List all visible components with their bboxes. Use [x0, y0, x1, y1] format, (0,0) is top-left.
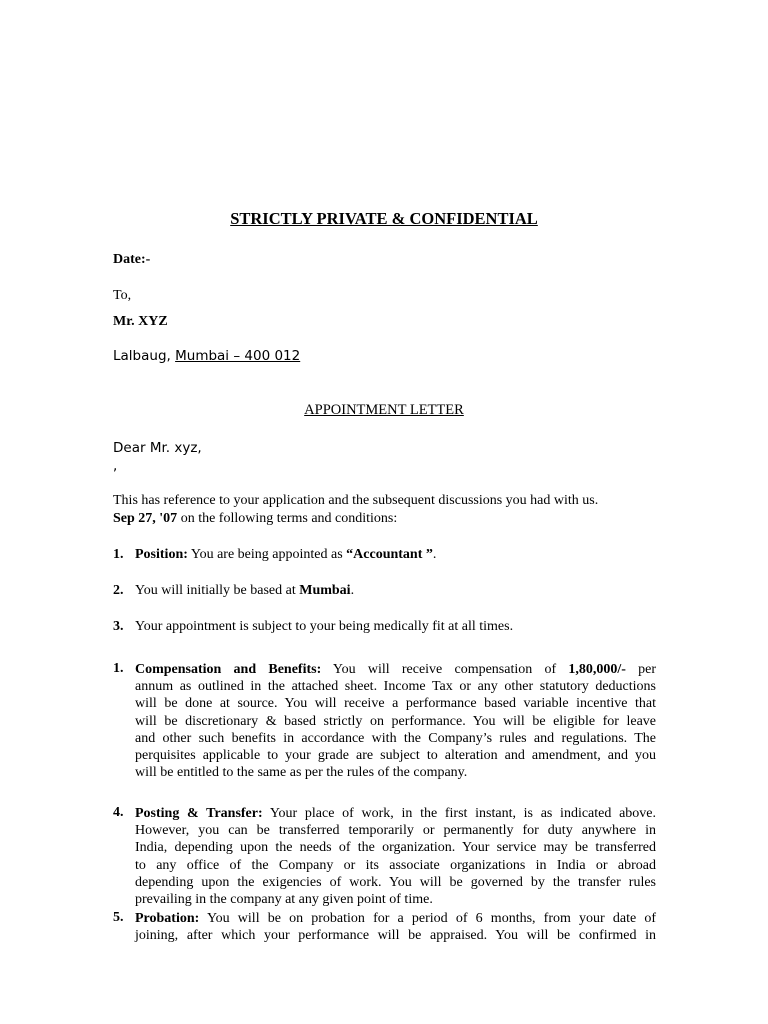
paragraph-line: However, you can be transferred temporarily or permanently for duty anywhere in: [135, 823, 656, 839]
address-prefix: Lalbaug,: [113, 348, 171, 364]
term-after: .: [350, 583, 355, 598]
intro-line-1: This has reference to your application and the subsequent discussions you had with us.: [113, 493, 599, 508]
term-number: 2.: [113, 583, 124, 598]
appointment-letter-heading: [0, 402, 768, 419]
recipient-name: Mr. XYZ: [113, 314, 168, 329]
paragraph-line: [135, 661, 656, 678]
paragraph-line: annum as outlined in the attached sheet. Income Tax or any other statutory deductions: [135, 679, 656, 695]
term-heading: Position:: [135, 547, 188, 562]
term-number: 1.: [113, 661, 124, 676]
paragraph-line: depending upon the exigencies of work. You will be governed by the transfer rules: [135, 874, 656, 890]
confidential-title: [0, 209, 768, 229]
paragraph-line: will be discretionary & based strictly on performance. You will be eligible for leave: [135, 713, 656, 729]
paragraph-line: will be done at source. You will receive a performance based variable incentive that: [135, 696, 656, 712]
paragraph-line: and other such benefits in accordance with the Company’s rules and regulations. The: [135, 730, 656, 746]
paragraph-line: [135, 910, 656, 927]
salutation: Dear Mr. xyz,: [113, 440, 202, 456]
intro-date: Sep 27, '07: [113, 511, 178, 526]
appointment-letter-heading-text: APPOINTMENT LETTER: [304, 402, 464, 418]
term-location: [135, 583, 354, 599]
to-label: To,: [113, 288, 132, 303]
paragraph-line: joining, after which your performance will be appraised. You will be confirmed in: [135, 928, 656, 944]
term-emphasis: Mumbai: [299, 583, 351, 598]
paragraph-line: to any office of the Company or its associate organizations in India or abroad: [135, 857, 656, 873]
compensation-amount: 1,80,000/-: [568, 662, 626, 677]
term-number: 5.: [113, 910, 124, 925]
address-city: Mumbai – 400 012: [175, 348, 301, 364]
term-number: 4.: [113, 805, 124, 820]
term-posting-transfer: [135, 805, 656, 908]
paragraph-line: [135, 805, 656, 822]
term-probation: [135, 910, 656, 944]
line-text: You will receive compensation of: [321, 662, 569, 677]
paragraph-line: will be entitled to the same as per the rules of the company.: [135, 765, 468, 781]
term-after: .: [432, 547, 437, 562]
term-heading: Probation:: [135, 911, 200, 926]
intro-line-2: [113, 511, 397, 527]
paragraph-line: prevailing in the company at any given point of time.: [135, 891, 433, 907]
stray-comma: ,: [113, 458, 118, 474]
recipient-address: [113, 348, 300, 364]
confidential-title-text: STRICTLY PRIVATE & CONFIDENTIAL: [230, 209, 538, 228]
paragraph-line: India, depending upon the needs of the organization. Your service may be transferred: [135, 840, 656, 856]
term-medical: Your appointment is subject to your being medically fit at all times.: [135, 619, 514, 634]
term-heading: Posting & Transfer:: [135, 806, 263, 821]
term-text: You are being appointed as: [187, 547, 347, 562]
date-label: Date:-: [113, 252, 151, 267]
term-number: 1.: [113, 547, 124, 562]
term-compensation: [135, 661, 656, 781]
term-position: [135, 547, 436, 563]
term-text: You will initially be based at: [135, 583, 300, 598]
line-text: Your place of work, in the first instant, is as indicated above.: [262, 806, 656, 821]
line-text: You will be on probation for a period of 6 months, from your date of: [199, 911, 656, 926]
amount-after: per: [625, 662, 656, 677]
term-emphasis: “Accountant ”: [346, 547, 433, 562]
term-heading: Compensation and Benefits:: [135, 662, 322, 677]
intro-rest: on the following terms and conditions:: [177, 511, 398, 526]
term-number: 3.: [113, 619, 124, 634]
paragraph-line: perquisites applicable to your grade are subject to alteration and amendment, and you: [135, 747, 656, 763]
